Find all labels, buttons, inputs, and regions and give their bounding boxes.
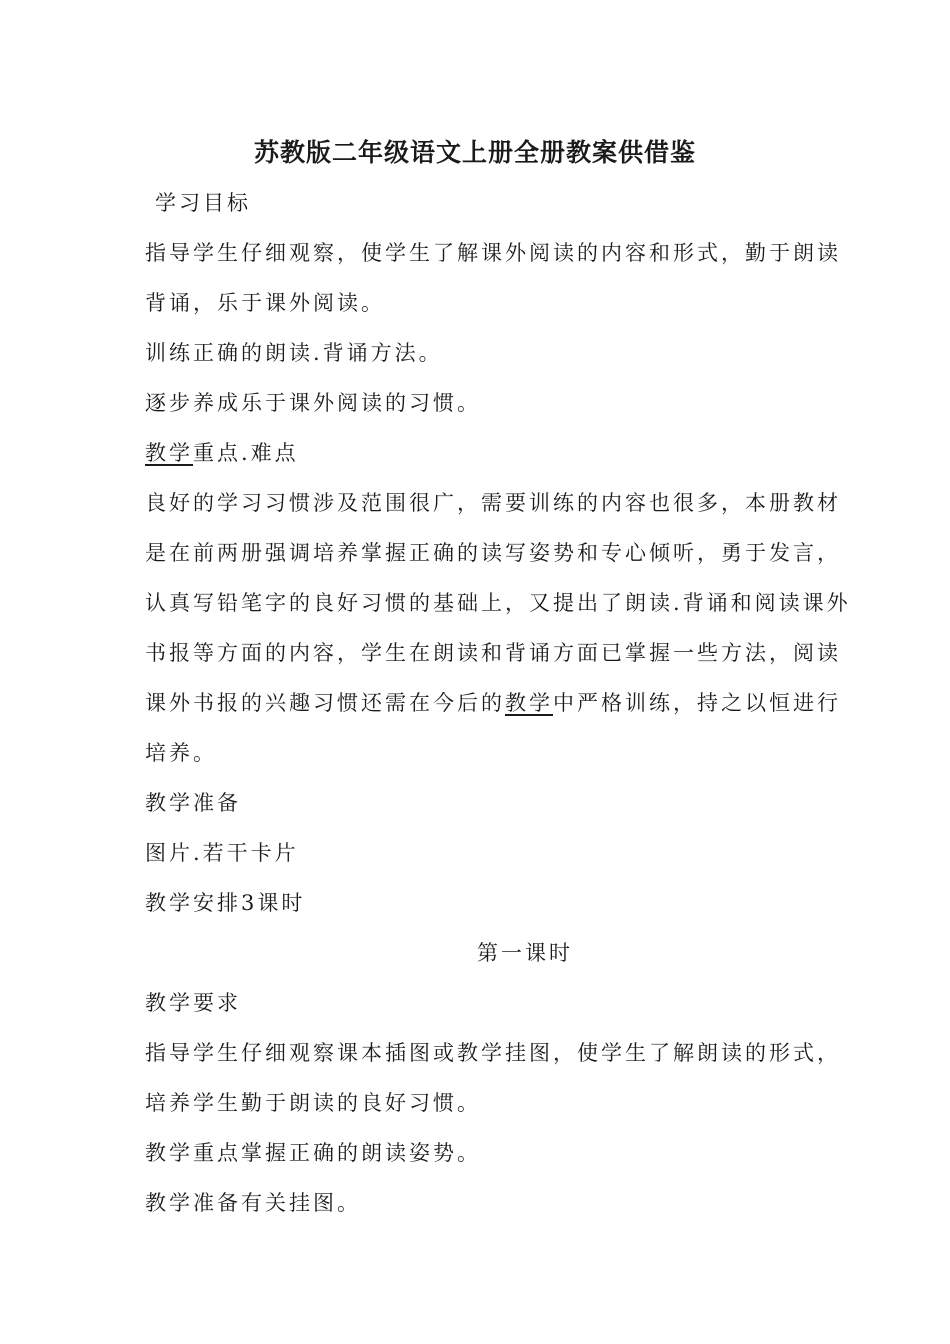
- paragraph-line: 逐步养成乐于课外阅读的习惯。: [145, 391, 481, 415]
- paragraph-line: 认真写铅笔字的良好习惯的基础上，又提出了朗读.背诵和阅读课外: [145, 591, 851, 615]
- paragraph-line: 书报等方面的内容，学生在朗读和背诵方面已掌握一些方法，阅读: [145, 641, 841, 665]
- document-title: 苏教版二年级语文上册全册教案供借鉴: [253, 138, 696, 167]
- paragraph-line: 教学准备有关挂图。: [145, 1191, 361, 1215]
- paragraph-line: [145, 687, 841, 717]
- heading-teaching-schedule: 教学安排3课时: [145, 891, 306, 915]
- heading-teaching-preparation: 教学准备: [145, 791, 241, 815]
- text-segment: 课外书报的兴趣习惯还需在今后的: [145, 691, 505, 715]
- lesson-heading: 第一课时: [477, 941, 573, 965]
- paragraph-line: 是在前两册强调培养掌握正确的读写姿势和专心倾听，勇于发言，: [145, 541, 841, 565]
- underlined-term: 教学: [505, 691, 553, 715]
- underlined-term: 教学: [145, 441, 193, 465]
- heading-teaching-requirements: 教学要求: [145, 991, 241, 1015]
- paragraph-line: 培养学生勤于朗读的良好习惯。: [145, 1091, 481, 1115]
- paragraph-line: 良好的学习习惯涉及范围很广，需要训练的内容也很多，本册教材: [145, 491, 841, 515]
- paragraph-line: 训练正确的朗读.背诵方法。: [145, 341, 443, 365]
- paragraph-line: 背诵，乐于课外阅读。: [145, 291, 385, 315]
- heading-text: 重点.难点: [193, 441, 299, 465]
- text-segment: 中严格训练，持之以恒进行: [553, 691, 841, 715]
- paragraph-line: 指导学生仔细观察课本插图或教学挂图，使学生了解朗读的形式，: [145, 1041, 841, 1065]
- paragraph-line: 指导学生仔细观察，使学生了解课外阅读的内容和形式，勤于朗读: [145, 241, 841, 265]
- paragraph-line: 图片.若干卡片: [145, 841, 299, 865]
- paragraph-line: 教学重点掌握正确的朗读姿势。: [145, 1141, 481, 1165]
- heading-learning-goals: 学习目标: [155, 191, 251, 215]
- heading-key-difficult-points: [145, 437, 299, 467]
- paragraph-line: 培养。: [145, 741, 217, 765]
